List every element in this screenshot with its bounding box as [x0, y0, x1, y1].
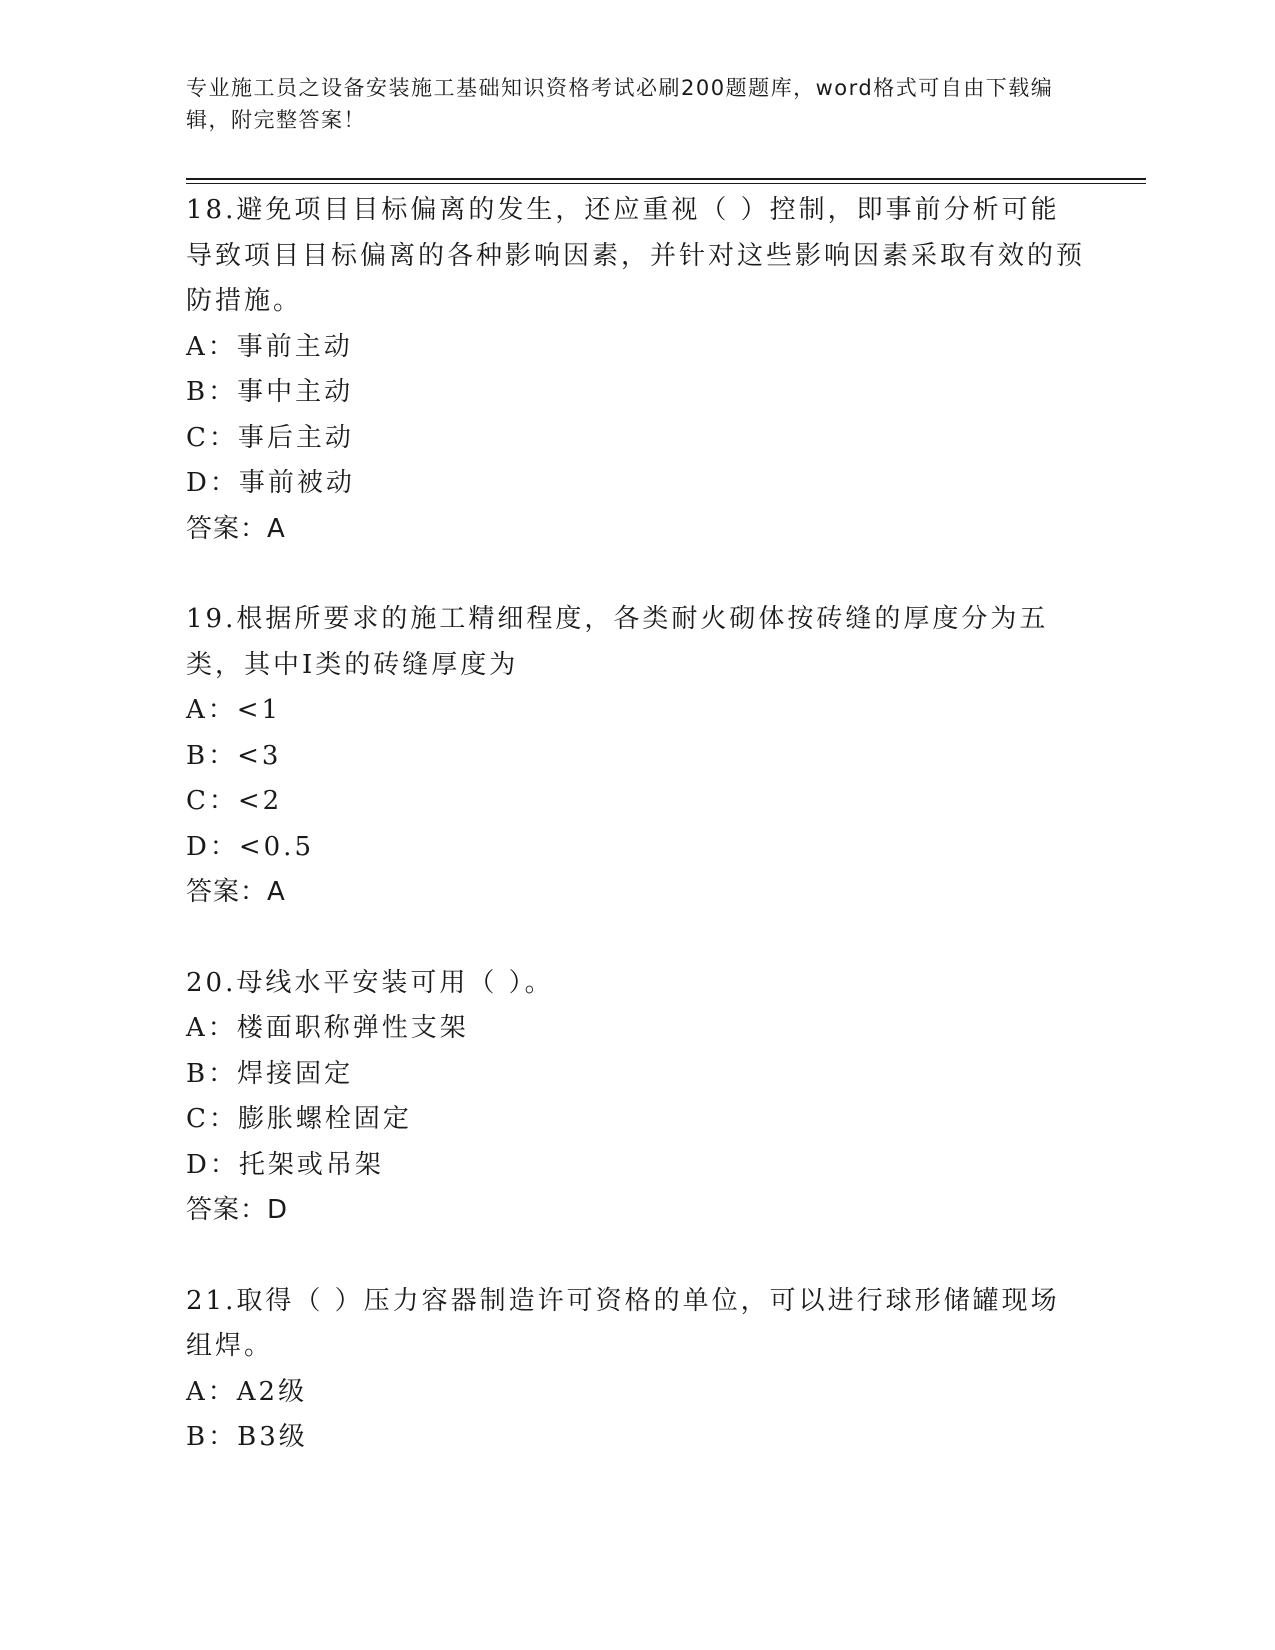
question-20	[186, 961, 1086, 1234]
option-c: C：<2	[186, 786, 283, 816]
header-rule-thick	[186, 178, 1146, 180]
option-b: B：<3	[186, 740, 282, 771]
option-b: B：事中主动	[186, 377, 354, 407]
option-a: A：事前主动	[186, 331, 353, 362]
question-19	[186, 597, 1086, 916]
option-a: A：A2级	[186, 1376, 308, 1407]
question-21	[186, 1279, 1086, 1461]
question-list	[186, 188, 1086, 1461]
question-text: 19.根据所要求的施工精细程度，各类耐火砌体按砖缝的厚度分为五类，其中Ⅰ类的砖缝厚度为	[186, 604, 1049, 680]
document-header	[186, 72, 1066, 136]
document-title: 专业施工员之设备安装施工基础知识资格考试必刷200题题库，word格式可自由下载编辑，附完整答案！	[186, 76, 1054, 132]
option-d: D：<0.5	[186, 831, 314, 862]
question-text: 20.母线水平安装可用（ ）。	[186, 967, 554, 998]
option-a: A：<1	[186, 695, 282, 725]
option-c: C：事后主动	[186, 422, 354, 453]
option-b: B：B3级	[186, 1422, 308, 1452]
option-a: A：楼面职称弹性支架	[186, 1013, 469, 1043]
question-18	[186, 188, 1086, 552]
question-text: 18.避免项目目标偏离的发生，还应重视（ ）控制，即事前分析可能导致项目目标偏离的各种影响因素，并针对这些影响因素采取有效的预防措施。	[186, 195, 1086, 316]
option-d: D：事前被动	[186, 468, 355, 498]
answer: 答案：A	[186, 877, 286, 907]
option-c: C：膨胀螺栓固定	[186, 1104, 412, 1134]
answer: 答案：A	[186, 513, 286, 544]
question-text: 21.取得（ ）压力容器制造许可资格的单位，可以进行球形储罐现场组焊。	[186, 1285, 1060, 1361]
answer: 答案：D	[186, 1195, 289, 1225]
option-d: D：托架或吊架	[186, 1149, 384, 1180]
header-rule-thin	[186, 183, 1146, 184]
option-b: B：焊接固定	[186, 1058, 354, 1089]
